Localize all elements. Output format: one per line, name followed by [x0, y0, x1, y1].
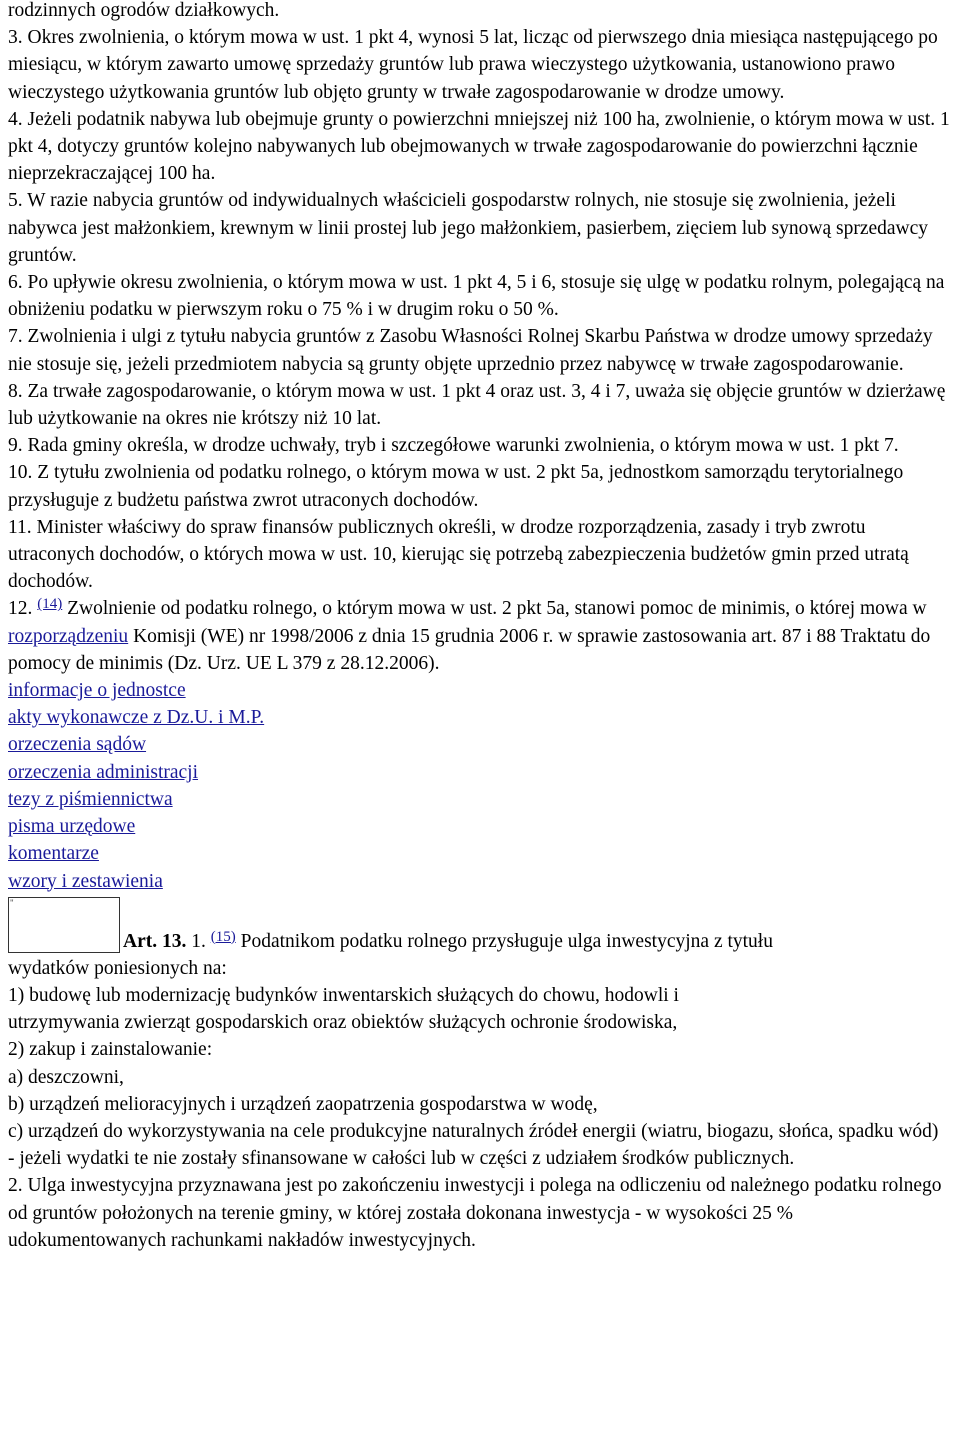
- article-item-c: c) urządzeń do wykorzystywania na cele produkcyjne naturalnych źródeł energii (wiatru, biogazu, słońca, spadku wód): [8, 1120, 939, 1142]
- image-placeholder-frame: [8, 897, 120, 953]
- paragraph-11: 11. Minister właściwy do spraw finansów publicznych określi, w drodze rozporządzenia, zasady i tryb zwrotu utraconych dochodów, o których mowa w ust. 10, kierując się potrzebą zabezpieczenia budżetów gmin przed utratą dochodów.: [8, 516, 909, 593]
- article-paragraph-2: 2. Ulga inwestycyjna przyznawana jest po zakończeniu inwestycji i polega na odliczeniu od należnego podatku rolnego od gruntów położonych na terenie gminy, w której została dokonana inwestycja - w wysokości 25 % udokumentowanych rachunkami nakładów inwestycyjnych.: [8, 1175, 942, 1251]
- article-item-2: 2) zakup i zainstalowanie:: [8, 1039, 213, 1061]
- article-label: Art. 13.: [123, 930, 187, 952]
- regulation-link[interactable]: rozporządzeniu: [8, 625, 129, 647]
- frame-mark-icon: ": [10, 897, 14, 908]
- link-executive-acts[interactable]: akty wykonawcze z Dz.U. i M.P.: [8, 707, 265, 729]
- paragraph-7: 7. Zwolnienia i ulgi z tytułu nabycia gruntów z Zasobu Własności Rolnej Skarbu Państwa w drodze umowy sprzedaży nie stosuje się, jeżeli przedmiotem nabycia są grunty objęte uprzednio przez nabywcę w trwałe zagospodarowanie.: [8, 326, 933, 375]
- link-commentaries[interactable]: komentarze: [8, 843, 99, 865]
- document-page: [8, 0, 956, 1254]
- article-intro-text: Podatnikom podatku rolnego przysługuje ulga inwestycyjna z tytułu: [240, 930, 773, 952]
- article-paragraph-number: 1.: [191, 930, 206, 952]
- article-closing: - jeżeli wydatki te nie zostały sfinansowane w całości lub w części z udziałem środków publicznych.: [8, 1148, 795, 1170]
- paragraph-12-number: 12.: [8, 598, 33, 620]
- paragraph-5: 5. W razie nabycia gruntów od indywidualnych właścicieli gospodarstw rolnych, nie stosuje się zwolnienia, jeżeli nabywca jest małżonkiem, krewnym w linii prostej lub jego małżonkiem, pasierbem, zięciem lub synową sprzedawcy gruntów.: [8, 190, 929, 266]
- link-unit-info[interactable]: informacje o jednostce: [8, 680, 186, 702]
- paragraph-3: 3. Okres zwolnienia, o którym mowa w ust. 1 pkt 4, wynosi 5 lat, licząc od pierwszego dnia miesiąca następującego po miesiącu, w którym zawarto umowę sprzedaży gruntów lub prawa wieczystego użytkowania, ustanowiono prawo wieczystego użytkowania gruntów lub objęto grunty w trwałe zagospodarowanie w drodze umowy.: [8, 27, 938, 103]
- article-item-1-b: utrzymywania zwierząt gospodarskich oraz obiektów służących ochronie środowiska,: [8, 1012, 678, 1034]
- paragraph-4: 4. Jeżeli podatnik nabywa lub obejmuje grunty o powierzchni mniejszej niż 100 ha, zwolnienie, o którym mowa w ust. 1 pkt 4, dotyczy gruntów kolejno nabywanych lub obejmowanych w trwałe zagospodarowanie do powierzchni łącznie nieprzekraczającej 100 ha.: [8, 108, 950, 185]
- link-forms-templates[interactable]: wzory i zestawienia: [8, 870, 163, 892]
- link-court-rulings[interactable]: orzeczenia sądów: [8, 734, 147, 756]
- paragraph-continuation: rodzinnych ogrodów działkowych.: [8, 0, 280, 21]
- article-intro-continuation: wydatków poniesionych na:: [8, 957, 227, 979]
- article-item-a: a) deszczowni,: [8, 1066, 124, 1088]
- link-admin-rulings[interactable]: orzeczenia administracji: [8, 761, 199, 783]
- article-item-1-a: 1) budowę lub modernizację budynków inwentarskich służących do chowu, hodowli i: [8, 984, 679, 1006]
- paragraph-9: 9. Rada gminy określa, w drodze uchwały, tryb i szczegółowe warunki zwolnienia, o którym mowa w ust. 1 pkt 7.: [8, 435, 899, 457]
- link-official-letters[interactable]: pisma urzędowe: [8, 816, 136, 838]
- paragraph-12-text-a: Zwolnienie od podatku rolnego, o którym mowa w ust. 2 pkt 5a, stanowi pomoc de minimis, o której mowa w: [67, 598, 927, 620]
- article-item-b: b) urządzeń melioracyjnych i urządzeń zaopatrzenia gospodarstwa w wodę,: [8, 1093, 598, 1115]
- paragraph-6: 6. Po upływie okresu zwolnienia, o którym mowa w ust. 1 pkt 4, 5 i 6, stosuje się ulgę w podatku rolnym, polegającą na obniżeniu podatku w pierwszym roku o 75 % i w drugim roku o 50 %.: [8, 272, 945, 321]
- footnote-ref-15[interactable]: (15): [210, 928, 236, 945]
- article-header-row: [8, 895, 956, 955]
- footnote-ref-14[interactable]: (14): [37, 596, 63, 613]
- paragraph-8: 8. Za trwałe zagospodarowanie, o którym mowa w ust. 1 pkt 4 oraz ust. 3, 4 i 7, uważa się objęcie gruntów w dzierżawę lub użytkowanie na okres nie krótszy niż 10 lat.: [8, 380, 946, 430]
- related-links-list: [8, 677, 956, 895]
- paragraph-12: [8, 595, 956, 677]
- paragraph-12-text-b: Komisji (WE) nr 1998/2006 z dnia 15 grudnia 2006 r. w sprawie zastosowania art. 87 i 88 Traktatu do pomocy de minimis (Dz. Urz. UE L 379 z 28.12.2006).: [8, 625, 931, 674]
- paragraph-10: 10. Z tytułu zwolnienia od podatku rolnego, o którym mowa w ust. 2 pkt 5a, jednostkom samorządu terytorialnego przysługuje z budżetu państwa zwrot utraconych dochodów.: [8, 462, 904, 511]
- article-13-intro-line: [123, 928, 773, 955]
- link-literature-theses[interactable]: tezy z piśmiennictwa: [8, 788, 173, 810]
